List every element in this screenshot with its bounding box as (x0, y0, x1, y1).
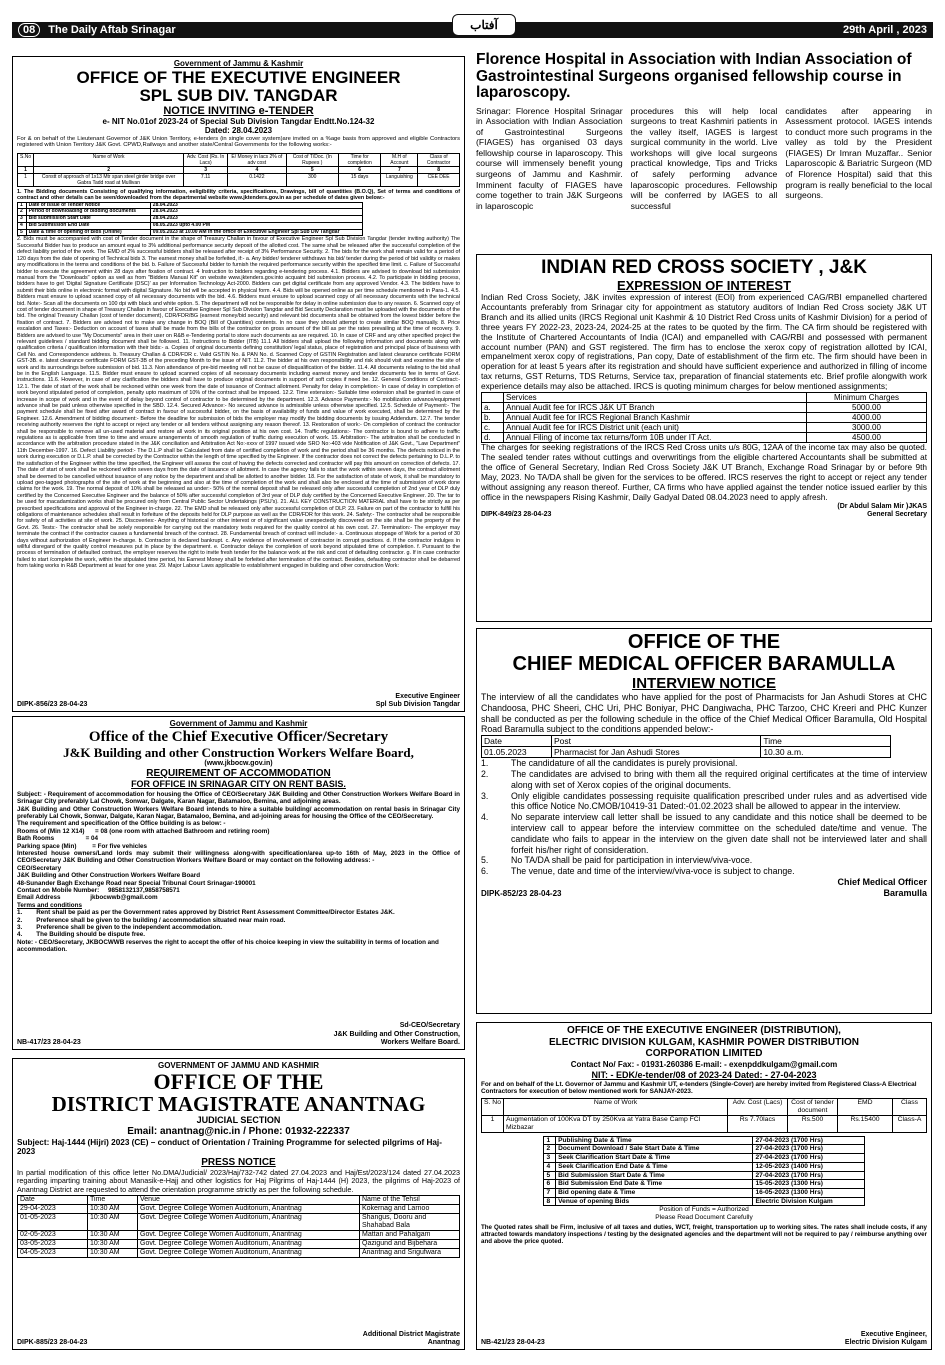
ad1-sign2: Spl Sub Division Tangdar (375, 700, 460, 708)
ad2-note: Note: - CEO/Secretary, JKBOCWWB reserves the right to accept the offer of his choice keeping in view the suitability in terms of location and accommodation. (17, 938, 439, 954)
ad1-work-table: S.No Name of Work Adv. Cost (Rs. In Lacs) E/ Money in lacs 2% of adv cost Cost of T/Doc. (In Rupees ) Time for completion M.H of Account Class of Contractor 1 2 3 4 5 6 7 8 1 Constt of approach of 1x13 Mtr span steel girder bridge over Gabra Tadd road at Mullivan 7.11 0.1422 300 15 days Languishing CEE DEE (17, 153, 460, 187)
ad1-title2: SPL SUB DIV. TANGDAR (139, 85, 338, 105)
ad-district-magistrate-anantnag (12, 1058, 465, 1350)
ad7-sign2: Electric Division Kulgam (844, 1338, 927, 1346)
ad2-spec: Rooms of (Min 12 X14) = 08 (one room with attached Bathroom and retiring room) Bath Rooms = 04 Parking space (Min) = For five vehicles (17, 827, 270, 850)
ad2-govt: Government of Jammu and Kashmir (169, 719, 308, 728)
ad5-sub: EXPRESSION OF INTEREST (616, 278, 792, 293)
ad1-dated: Dated: 28.04.2023 (204, 126, 273, 135)
ad5-sign1: (Dr Abdul Salam Mir )JKAS (837, 502, 927, 510)
ad1-dates-table: 1 Date of Issue of Tender Notice 28.04.2023 2 Period of downloading of bidding documents 28.04.2023 3 Bid submission Start Date 28.04.2023 4 Bid Submission End Date 08.05.2023 upto 4.00 PM 5 Date & time of opening of Bids (Online) 09.05.2023 at 10.00 AM in the office of Executive Engineer Spl Sub Div Tangdar (17, 202, 363, 237)
ad2-title2: J&K Building and other Construction Workers Welfare Board, (63, 744, 414, 760)
ad5-title: INDIAN RED CROSS SOCIETY , J&K (541, 257, 867, 278)
ad5-charges-table: Services Minimum Charges a. Annual Audit fee for IRCS J&K UT Branch 5000.00 b. Annual Audit fee for IRCS Regional Branch Kashmir 4000.00 c. Annual Audit fee for IRCS District unit (each unit) 3000.00 d. Annual Filing of income tax returns/form 10B under IT Act. 4500.00 (481, 392, 927, 443)
ad6-points: 1. The candidature of all the candidates is purely provisional. 2. The candidates are advised to bring with them all the required original certificates at the time of interview along with set of Xerox copies of the original documents. 3. Only eligible candidates possessing requisite qualification prescribed under rules and as advertised vide this office Notice No.CMOB/10419-31 Dated:-01.02.2023 shall be allowed to appear in the interview. 4. No separate interview call letter shall be issued to any candidate and this notice shall be deemed to be interview call to appear before the interview committee on the scheduled date/time and venue. The candidate who fails to appear in the interview on the given date shall not be interviewed later and shall forfeit his/her right of consideration. 5. No TA/DA shall be paid for participation in interview/viva-voce. 6. The venue, date and time of the interview/viva-voce is subject to change. (481, 758, 927, 877)
ad5-sign2: General Secretary (867, 510, 927, 518)
paper-name: The Daily Aftab Srinagar (48, 24, 176, 36)
ad1-govt: Government of Jammu & Kashmir (173, 59, 304, 68)
ad3-judicial: JUDICIAL SECTION (196, 1114, 281, 1125)
ad2-title1: Office of the Chief Executive Officer/Secretary (88, 728, 389, 745)
ad4-col2: procedures this will help local surgeons to treat Kashmiri patients in the valley itself, IAGES is largest surgical community in the world. Live workshops will give local surgeons practical knowledge, Tips and Tricks of safely performing advance laparoscopic procedures. Fellowship will be conferred by IAGES to all successful (630, 105, 778, 211)
ad3-dipk: DIPK-885/23 28-04-23 (17, 1338, 88, 1346)
ad7-title1: OFFICE OF THE EXECUTIVE ENGINEER (DISTRIBUTION), (567, 1025, 841, 1036)
ad6-sign1: Chief Medical Officer (837, 876, 927, 887)
ad2-dipk: NB-417/23 28-04-23 (17, 1038, 81, 1046)
ad3-subject: Subject: Haj-1444 (Hijri) 2023 (CE) – conduct of Orientation / Training Programme for selected pilgrims of Haj-2023 (17, 1137, 442, 1157)
page-number: 08 (18, 23, 40, 37)
ad6-title1: OFFICE OF THE (627, 631, 781, 653)
page-header (12, 18, 933, 38)
ad3-intro: In partial modification of this office letter No.DMA/Judicial/ 2023/Haj/732-742 dated 27.04.2023 and Haj/Est/2023/124 dated 27.04.2023 regarding imparting training about Manasik-e-Hajj and other logistics for Haj Pilgrims of Haj-1444 (H) 2023, the pilgrims of Haj-2023 of Anantnag District are requested to attend the orientation programme strictly as per the following schedule. (17, 1167, 460, 1194)
ad2-sign1: Sd-CEO/Secretary (399, 1022, 460, 1030)
issue-date: 29th April , 2023 (843, 24, 927, 36)
florence-hospital-news (476, 52, 932, 248)
ad7-intro: For and on behalf of the Lt. Governor of Jammu and Kashmir UT, e-tenders (Single-Cover) are hereby invited from Registered Class-A Electrical Contractors for execution of below mentioned work for SANJAY-2023. (481, 1080, 917, 1096)
ad2-sign3: Workers Welfare Board. (380, 1038, 460, 1046)
ad2-interested: Interested house owners/Land lords may submit their willingness along-with specification/area up-to 16th of May, 2023 in the Office of CEO/Secretary J&K Building and Other Construction Workers Welfare Board or may contact on the following address: - (17, 849, 460, 865)
ad3-title1: OFFICE OF THE (153, 1068, 324, 1094)
ad1-intro: For & on behalf of the Lieutenant Governor of J&K Union Territory, e-tenders (in single cover system)are invited on a %age basis from approved and eligible Contractors registered with Union Territory J&K Govt. CPWD,Railways and another state/Central Governments for the following works:- (17, 135, 460, 149)
ad3-govt: GOVERNMENT OF JAMMU AND KASHMIR (157, 1061, 320, 1070)
ad2-terms: 1. Rent shall be paid as per the Government rates approved by District Rent Assessment Committee/Director Estates J&K. 2. Preference shall be given to the building / accommodation situated near main road. 3. Preference shall be given to the independent accommodation. 4. The Building should be dispute free. (17, 909, 395, 939)
ad3-email: Email: anantnag@nic.in / Phone: 01932-222337 (127, 1125, 350, 1137)
ad7-work-table: S. No Name of Work Adv. Cost (Lacs) Cost of tender document EMD Class 1 Augmentation of 100Kva DT by 250Kva at Yatra Base Camp FCI Mizbazar Rs 7.70lacs Rs.500 Rs.15400 Class-A (481, 1098, 927, 1133)
ad7-pos: Position of Funds = Authorized (659, 1206, 749, 1214)
ad2-req: REQUIREMENT OF ACCOMMODATION (146, 767, 331, 779)
ad1-nit: e- NIT No.01of 2023-24 of Special Sub Division Tangdar Endtt.No.124-32 (102, 116, 375, 126)
ad7-schedule-table: 1 Publishing Date & Time 27-04-2023 (1700 Hrs) 2 Document Download / Sale Start Date & Time 27-04-2023 (1700 Hrs) 3 Seek Clarification Start Date & Time 27-04-2023 (1700 Hrs) 4 Seek Clarification End Date & Time 12-05-2023 (1400 Hrs) 5 Bid Submission Start Date & Time 27-04-2023 (1700 Hrs) 6 Bid Submission End Date & Time 15-05-2023 (1300 Hrs) 7 Bid opening date & Time 16-05-2023 (1300 Hrs) 8 Venue of opening Bids Electric Division Kulgam (543, 1136, 864, 1207)
ad3-sign2: Anantnag (427, 1338, 460, 1346)
ad7-dipk: NB-421/23 28-04-23 (481, 1338, 545, 1346)
ad1-sign1: Executive Engineer (395, 692, 460, 700)
ad-executive-engineer-tangdar (12, 56, 465, 712)
ad2-para: J&K Building and Other Construction Workers Welfare Board intends to hire a suitable building/ accommodation on rental basis in Srinagar City preferably Lal Chowk, Sonwar, Dalgate, Karan Nagar, Batamaloo, Bemina, and ad-joining areas for housing the Office of the CEO/Secretary. (17, 805, 460, 820)
ad6-title2: CHIEF MEDICAL OFFICER BARAMULLA (512, 653, 896, 675)
ad3-title2: DISTRICT MAGISTRATE ANANTNAG (51, 1091, 426, 1116)
ad6-interview-table: Date Post Time 01.05.2023 Pharmacist for Jan Ashudi Stores 10.30 a.m. (481, 735, 891, 758)
ad5-after: The charges for seeking registrations of the IRCS Red Cross units u/s 80G, 12AA of the income tax may also be quoted. The sealed tender rates without cuttings and overwritings from the eligible chartered Accountants shall be submitted at the office of General Secretary, Indian Red Cross Society J&K UT Branch, Exchange Road Srinagar by or before 9th May, 2023. No TA/DA shall be given for the services to be offered. IRCS reserves the right to accept or reject any tender without assigning any reason thereof. Further, CA firms who have applied against the tender notice issued earlier by this office in the newspapers Rising Kashmir, Daily Gadyal Dated 08.04.2023 need to apply afresh. (481, 442, 927, 502)
ad1-body: 2. Bids must be accompanied with cost of Tender document in the shape of Treasury Challan in favour of Executive Engineer Spl Sub Division Tangdar (tender inviting authority) The Successful Bidder has to produce an amount equal to 3% additional performance security deposit of the allotted cost. The same shall be released after the successful completion of the defect liability period of the work. The EMD of 2% successful bidders shall be released after receipt of 3% Performance Security. 2. The bids for the work shall remain valid for a period of 120 days from the date of opening of Technical bids 3. The earnest money shall be forfeited, if:- a. Any bidder/ tenderer withdraws his bid/ tender during the period of bid validity or makes any modifications in the terms and conditions of the bid. b. Failure of Successful bidder to furnish the required performance security within the specified time limit. c. Failure of Successful bidder to execute the agreement within 28 days after fixation of contract. 4 Instruction to bidders regarding e-tendering process. 4.1. Bidders are advised to download bid submission manual from the "Downloads" option as well as from "Bidders Manual Kit" on website www.jktenders.gov.into acquaint bid submission process. 4.2. To participate in bidding process, bidders have to get 'Digital Signature Certificate (DSC)' as per Information Technology Act-2000. Bidders can get digital certificate from any approved Vendor. 4.3. The bidders have to submit their bids online in electronic format with digital Signature. No bid will be accepted in physical form. 4.4. Bids will be opened online as per time schedule mentioned in Para-1. 4.5. Bidders must ensure to upload scanned copy of all necessary documents with the bid. 4.6. Bidders must ensure to upload scanned copy of all necessary documents with the technical bid. Note:- Scan all the documents on 100 dpi with black and white option. 5. The department will not be responsible for delay in online submission due to any reason. 6. Scanned copy of cost of tender document in shape of Treasury Challan in favour of Executive Engineer Spl Sub Division Tangdar and Bid Security Declaration must be uploaded with the documents of the bid. The original Treasury Challan (cost of tender document), CDR/FDR/BG (earnest money/bid security) and relevant bid documents shall be obtained from the lowest bidder before the fixation of contract. 7. Bidders are advised not to make any change in BOQ (Bill of Quantities) contents. In no case they should attempt to create similar BOQ manually. 8. Price escalation and Taxes:- Deduction on account of taxes shall be made from the bills of the contractor on gross amount of the bill as per the rates prevailing at the time of recovery. 9. Bidders are advised to use "My Documents" area in their user on R&B e-Tendering portal to store such documents as are required. 10. In case of CRF and any other specified project the relevant guidelines / standard bidding document shall be followed. 11. Instructions to Bidder (ITB) 11.1 All bidders shall upload the following information and documents along with qualification criteria / qualification information with their bids:- a. Copies of original documents defining constitution/ legal status, place of registration and principal place of business with Cell No. and Correspondence address. b. Treasury Challan & CDR/FDR c. Valid GSTIN No. & PAN No. d. Scanned Copy of GSTIN Registration and latest clearance certificate FORM GST-3B. e. latest clearance certificate FORM GST-3B of the preceding Month to the issue of NIT. 11.2. The bidder at his own responsibility and risk should visit and examine the site of work and its surroundings before submission of bid. 11.3. Non attendance of pre-bid meeting will not be cause of disqualification of the bidder. 11.4. All documents relating to the bid shall be in the English Language. 11.5. Bidder must ensure to upload scanned copies of all necessary documents including earnest money and tender documents fee in terms of Govt. instructions. 11.6. However, in case of any clarification the bidders shall have to produce original documents in support of soft copies if need be. 12. General Conditions of Contract:- 12.1. The date of start of the work shall be reckoned within one week from the date of issuance of Contract allotment. Penalty for delay in completion:- In case of delay in completion of work beyond stipulated period of completion, penalty upto maximum of 10% of the contract shall be imposed. 12.2. Time extension:- Suitable time extension shall be granted in case of increase in scope of work and in the event of delay beyond control of contractor to be determined by the department. 12.3. Advance Payments:- No mobilization advance/equipment advance shall be paid unless otherwise specified in the SBD. 12.4. Secured Advance:- No secured advance is admissible unless otherwise specified. 12.5. Schedule of Payment:- The payment schedule shall be fixed after award of contract in favour of successful bidder, on the basis of availability of funds and value of work executed, shall be determined by the Engineer. 12.6. Amendment of bidding document:- Before the deadline for submission of bids the employer may modify the bidding documents by issuing Addendum. 12.7. The tender receiving authority reserves the right to accept or reject any tender or all tenders without assigning any reason thereof. 13. Restoration of work:- On completion of contract the contractor shall be responsible to remove all un-used material and restore all work in its original position at his own cost. 14. Traffic regulations:- The contractor is bound to adhere to traffic regulations as is applicable from time to time and ensure arrangements of smooth regulation of traffic during execution of work. 15. Arbitration:- The arbitration shall be conducted in accordance with the arbitration procedure stated in the J&K conciliation and Arbitration Act No:-xxxv of 1997 issued vide SRO No:-403 vide Notification of J&K Govt., "Law Department" 11th December-1997. 16. Defect Liability period:- The D.L.P shall be Calculated from date of certified completion of work and the period shall be 36 months. The defects noticed in the work during execution or D.L.P. shall be corrected by the Contractor within the length of time specified by the Engineer. If the contractor does not correct the defects pertaining to D.L.P. to the satisfaction of the Engineer within the time specified, the Engineer will assess the cost of having the defects corrected and contractor will pay this amount on correction of defects. 17. The date of start of work shall be reckoned within seven days from the date of issuance of allotment. In case the agency fails to start the work within seven days, the contract allotment shall be deemed to be cancelled without issuance of any notice by the department and shall be allotted to another bidder. 18. For the satisfaction of state of work, it shall be mandatory to upload geo-tagged photographs of the site of work at the beginning and also at the time of completion of the work and shall also be enclosed at the time of submission of work done claims for the work. 19. The normal deposit of 10% shall be released as under:- 50% of the normal deposit shall be released only after successful completion of 2nd year of DLP duly certified by the Concerned Executive Engineer and the balance of 50% after successful completion of 3rd year of DLP duly certified by the Concerned Executive Engineer. 20. The tar to be used for macadamization works shall be procured only from Central Public Sector Undertakings (PSU's). 21. ALL KEY CONSTRUCTION MATERIAL shall have to be strictly as per prescribed specifications and approval of the Engineer in-charge. 22. The EMD shall be released only after successful completion of DLP. 23. Failure on part of the contractor to fulfill his obligations of maintenance schedules shall result in forfeiture of the deposits held for DLP purpose as well as the CDR/FDR for this work. 24. Safety:- The contractor shall be responsible for safety of all activities at site of work. 25. Discoveries:- Anything of historical or other interest or of significant value unexpectedly discovered on the site shall be the property of the Govt. 26. Tests:- The contractor shall be solely responsible for carrying out the mandatory tests required for the quality control at his own cost. 27. Termination:- The employer may terminate the contract if the contractor causes a fundamental breach of the contract. 28. Fundamental breach of contract will include:- a. Continuous stoppage of Work for a period of 30 days without authorization of Engineer in-charge. b. Contractor is declared bankrupt. c. Any evidence of involvement of contractor in corrupt practices. d. If the contractor indulges in willful disregard of the quality control measures put in place by the department. e. Contractor delays the completion of work beyond stipulated time of completion. f. Pursuant to the process of termination of defaulted contract, the employer reserves the right to invite fresh tender for the balance work at the risk and cost of defaulting contractor. g. If in case contractor failed to start /complete the work, within the stipulated time period, his Earnest Money shall be forfeited after termination of the contract. Besides, defaulting contractor shall be debarred from taking works in R&B Department at least for one year. 29. Major Labour Laws applicable to establishment engaged in building and other construction Work: (17, 236, 460, 570)
ad7-title2: ELECTRIC DIVISION KULGAM, KASHMIR POWER DISTRIBUTION (549, 1036, 859, 1048)
ad3-press: PRESS NOTICE (201, 1156, 276, 1168)
ad7-read: Please Read Document Carefully (655, 1213, 753, 1221)
ad6-intro: The interview of all the candidates who have applied for the post of Pharmacists for Jan Ashudi Stores at CHC Chandoosa, PHC Sheeri, CHC Uri, PHC Boniyar, PHC Dangiwacha, PHC Tarzoo, CHC Kreeri and PHC Kunzer shall be conducted as per the following schedule in the office of the Chief Medical Officer Baramulla, Old Hospital Road Baramulla subject to the conditions appended below:- (481, 692, 927, 735)
ad-red-cross-eoi (476, 254, 932, 622)
ad7-sign1: Executive Engineer, (860, 1330, 927, 1338)
ad-cmo-baramulla (476, 628, 932, 1014)
ad4-col1: Srinagar: Florence Hospital Srinagar in Association with Indian Association of Gastrointestinal Surgeons (FIAGES) has organised 03 days fellowship course in laparoscopy. This course will immensely benefit young surgeons of Jammu and Kashmir. Imminent faculty of FIAGES have come together to train J&K Surgeons in laparoscopic (476, 105, 623, 211)
ad7-title3: CORPORATION LIMITED (645, 1048, 763, 1059)
ad2-sign2: J&K Building and Other Construction, (333, 1030, 460, 1038)
ad5-body: Indian Red Cross Society, J&K invites expression of interest (EOI) from experienced CAG/RBI empanelled chartered Accountants preferably from Srinagar city for appointment as statutory auditors of Indian Red Cross society J&K UT Branch and its allied units (IRCS Regional unit Kashmir & 10 District Red Cross units of Kashmir Division) for a period of three years FY 2022-23, 2023-24, 2024-25 at the rates to be quoted by the firm. The CA firm should be registered with the Institute of Chartered Accountants of India (ICAI) and empanelled with CAG/RBI and possessed with permanent account number (PAN) and GST registered. The firm has to enclose the xerox copy of registration allotted by ICAI, empanelment xerox copy of registrations, Pan copy, Date of establishment of the firm etc. The firm should have been in operation for at least 5 years after its registration and should have sufficient experience and authorized in filling of income tax returns, GST Returns, TDS Returns, Service tax, preparation of financial statements etc. Brief profile alongwith work experience details may also be attached. IRCS is quoting minimum charges for below mentioned assignments; (481, 292, 927, 392)
ad2-web: (www.jkbocw.gov.in) (204, 759, 273, 767)
ad2-address: CEO/Secretary J&K Building and Other Construction Workers Welfare Board 48-Sunander Bagh Exchange Road near Special Tribunal Court Srinagar-190001 Contact on Mobile Number: 9858132137,9858758571 Email Address jkbocwwb@gmail.com (17, 864, 256, 902)
ad1-para1: 1. The Bidding documents Consisting of qualifying information, eeligibility criteria, specifications, Drawings, bill of quantities (B.O.Q), Set of terms and conditions of contract and other details can be seen/downloaded from the departmental website www.jktenders.gov.in as per schedule of dates given below:- (17, 188, 460, 202)
ad2-req2: FOR OFFICE IN SRINAGAR CITY ON RENT BASIS. (131, 778, 346, 789)
ad4-col3: candidates after appearing in Assessment protocol. IAGES intends to conduct more such programs in the valley as told by the President (FIAGES) Dr Imran Muzaffar.. Senior Laparoscopic & Bariatric Surgeon (MD of Florence Hospital) said that this program is really beneficial to the local surgeons. (785, 105, 932, 201)
ad3-sign1: Additional District Magistrate (362, 1330, 460, 1338)
ad7-contact: Contact No/ Fax: - 01931-260386 E-mail: - exenpddkulgam@gmail.com (570, 1059, 838, 1069)
ad5-dipk: DIPK-849/23 28-04-23 (481, 510, 552, 518)
ad-bocw-welfare-board (12, 716, 465, 1050)
ad6-sub: INTERVIEW NOTICE (632, 675, 776, 692)
ad7-note: The Quoted rates shall be Firm, inclusive of all taxes and duties, WCT, freight, transportation up to working sites. The rates shall include costs, if any attracted towards mandatory inspections / testing by the designated agencies and the department will not be required to pay / reimburse anything over and above the price quoted. (481, 1223, 927, 1246)
ad1-dipk: DIPK-856/23 28-04-23 (17, 700, 88, 708)
paper-logo: آفتاب (452, 14, 516, 36)
ad1-title1: OFFICE OF THE EXECUTIVE ENGINEER (76, 67, 401, 87)
ad6-dipk: DIPK-852/23 28-04-23 (481, 888, 562, 898)
ad7-nit: NIT: - EDK/e-tender/08 of 2023-24 Dated: - 27-04-2023 (591, 1069, 817, 1080)
ad2-req-head: The requirement and specification of the Office building is as below: - (17, 820, 226, 828)
ad-electric-division-kulgam (476, 1022, 932, 1350)
ad3-schedule-table: Date Time Venue Name of the Tehsil 29-04-2023 10:30 AM Govt. Degree College Women Auditorium, Anantnag Kokernag and Larnoo 01-05-2023 10:30 AM Govt. Degree College Women Auditorium, Anantnag Shangus, Dooru and Shahabad Bala 02-05-2023 10:30 AM Govt. Degree College Women Auditorium, Anantnag Mattan and Pahalgam 03-05-2023 10:30 AM Govt. Degree College Women Auditorium, Anantnag Qazigund and Bijbehara 04-05-2023 10:30 AM Govt. Degree College Women Auditorium, Anantnag Anantnag and Srigufwara (17, 1195, 460, 1258)
ad4-title: Florence Hospital in Association with Indian Association of Gastrointestinal Surgeons organised fellowship course in laparoscopy. (476, 52, 912, 101)
ad2-subject: Subject: - Requirement of accommodation for housing the Office of CEO/Secretary J&K Building and Other Construction Workers Welfare Board in Srinagar City preferably Lal Chowk, Sonwar, Dalgate, Karan Nagar, Batamaloo, Bemina, and adjoining areas. (17, 790, 460, 806)
ad2-terms-head: Terms and conditions (17, 901, 82, 909)
ad1-notice: NOTICE INVITING e-TENDER (163, 104, 314, 117)
ad6-sign2: Baramulla (883, 887, 927, 898)
